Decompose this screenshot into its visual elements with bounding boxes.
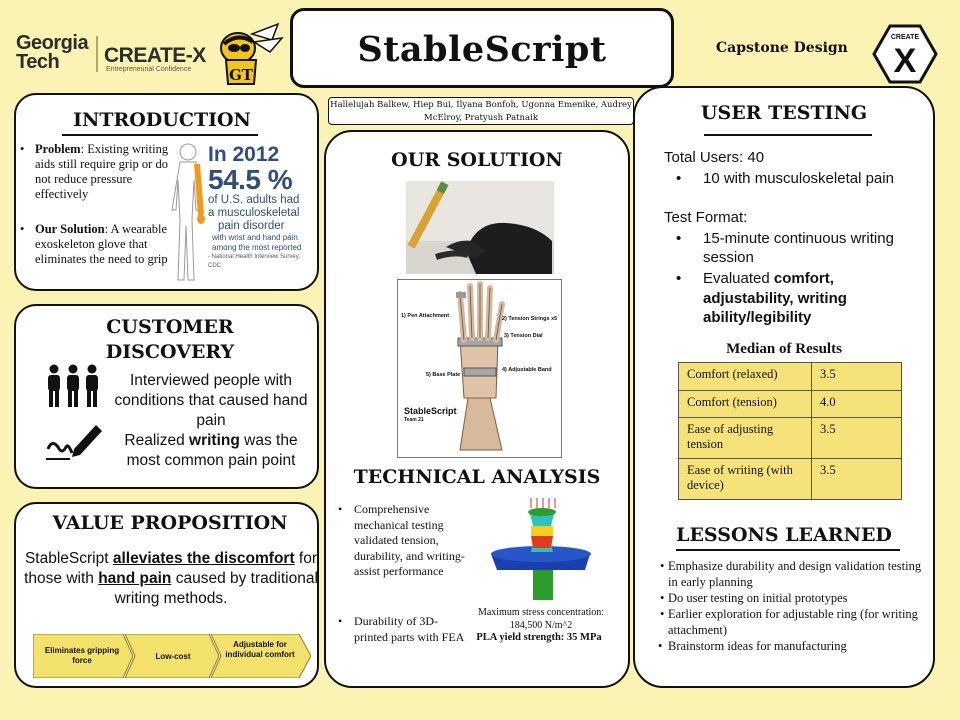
list-item: • Do user testing on initial prototypes	[660, 591, 848, 605]
diagram-label-3: 3) Tension Dial	[504, 333, 543, 339]
device-diagram	[397, 279, 562, 458]
gt-logo-line1: Georgia	[16, 32, 89, 54]
introduction-underline	[62, 134, 258, 136]
fea-simulation-image	[481, 496, 600, 602]
create-x-badge-icon	[872, 24, 938, 84]
value-text-5: caused by traditional writing methods.	[114, 570, 318, 607]
user-testing-heading: USER TESTING	[700, 102, 868, 124]
customer-text-2c: was the most common pain point	[126, 432, 298, 469]
result-value: 3.5	[812, 363, 902, 391]
customer-text-2a: Realized	[124, 432, 190, 449]
people-group-icon	[44, 364, 102, 408]
chevron-1-label: Eliminates gripping force	[44, 646, 120, 665]
list-item: • Earlier exploration for adjustable ring (for writing attachment)	[660, 607, 918, 637]
lessons-list	[660, 558, 930, 654]
table-row	[679, 418, 902, 459]
result-value: 3.5	[812, 418, 902, 459]
results-heading: Median of Results	[726, 341, 842, 357]
writing-pen-icon	[44, 419, 104, 463]
stat-line2: a musculoskeletal	[208, 207, 300, 219]
session-bullet: • 15-minute continuous writing session	[676, 229, 896, 267]
svg-text:GT: GT	[229, 66, 253, 84]
list-item: • Emphasize durability and design validation testing in early planning	[660, 559, 922, 589]
diagram-label-1: 1) Pen Attachment	[401, 313, 450, 319]
session-text: 15-minute continuous writing session	[703, 230, 894, 266]
customer-text-1: Interviewed people with conditions that caused hand pain	[114, 372, 308, 429]
value-text-3: for those with	[24, 550, 318, 587]
human-figure-icon	[166, 140, 206, 286]
customer-text-2	[108, 431, 314, 471]
total-users: Total Users: 40	[664, 149, 765, 166]
fea-caption-1: Maximum stress concentration: 184,500 N/m^2	[477, 607, 605, 631]
logo-divider	[96, 36, 98, 72]
create-x-logo: CREATE-X	[104, 44, 206, 67]
capstone-label: Capstone Design	[716, 40, 848, 56]
problem-text: : Existing writing aids still require grip or do not reduce pressure effectively	[35, 142, 169, 201]
stat-line1: of U.S. adults had	[208, 194, 300, 206]
value-text-2: alleviates the discomfort	[112, 550, 295, 567]
evaluated-pre: Evaluated	[703, 270, 774, 287]
gt-logo-line2: Tech	[16, 51, 60, 73]
technical-bullet-2-text: Durability of 3D-printed parts with FEA	[354, 614, 465, 644]
stat-year: In 2012	[208, 143, 280, 166]
diagram-label-5: 5) Base Plate	[426, 372, 461, 378]
solution-heading: OUR SOLUTION	[391, 149, 563, 171]
technical-bullet-2: • Durability of 3D-printed parts with FEA	[338, 614, 465, 644]
introduction-heading: INTRODUCTION	[73, 109, 251, 131]
technical-bullet-1-text: Comprehensive mechanical testing validated tension, durability, and writing-assist performance	[354, 502, 465, 578]
result-value: 4.0	[812, 391, 902, 418]
customer-heading-line2: DISCOVERY	[105, 341, 235, 363]
solution-bullet: • Our Solution: A wearable exoskeleton glove that eliminates the need to grip	[20, 222, 168, 266]
lesson-text: Emphasize durability and design validation testing in early planning	[668, 559, 922, 589]
fea-caption-2: PLA yield strength: 35 MPa	[476, 632, 602, 643]
result-label: Ease of adjusting tension	[679, 418, 812, 459]
georgia-tech-logo	[16, 34, 88, 72]
lessons-heading: LESSONS LEARNED	[676, 524, 892, 546]
diagram-label-4: 4) Adjustable Band	[502, 367, 552, 373]
result-label: Comfort (tension)	[679, 391, 812, 418]
lesson-text: Brainstorm ideas for manufacturing	[668, 639, 847, 653]
results-table	[678, 362, 902, 500]
evaluated-bold: comfort, adjustability, writing ability/legibility	[703, 270, 847, 326]
msk-text: 10 with musculoskeletal pain	[703, 170, 894, 187]
badge-letter: X	[893, 42, 917, 80]
value-text-4: hand pain	[98, 570, 172, 587]
problem-label: Problem	[35, 142, 81, 156]
result-label: Comfort (relaxed)	[679, 363, 812, 391]
list-item: • Brainstorm ideas for manufacturing	[658, 639, 847, 653]
stat-line5: among the most reported	[212, 243, 302, 252]
solution-label: Our Solution	[35, 222, 105, 236]
msk-bullet: • 10 with musculoskeletal pain	[676, 169, 896, 188]
lessons-underline	[676, 549, 900, 551]
buzz-mascot-icon	[208, 22, 286, 88]
result-label: Ease of writing (with device)	[679, 459, 812, 500]
customer-heading-line1: CUSTOMER	[106, 316, 234, 338]
table-row	[679, 363, 902, 391]
problem-bullet: • Problem: Existing writing aids still require grip or do not reduce pressure effectively	[20, 142, 169, 201]
evaluated-bullet: • Evaluated comfort, adjustability, writing ability/legibility	[676, 270, 847, 326]
customer-text-2b: writing	[189, 432, 240, 449]
technical-bullet-1: • Comprehensive mechanical testing validated tension, durability, and writing-assist performance	[338, 502, 465, 578]
chevron-3-label: Adjustable for individual comfort	[225, 640, 295, 659]
diagram-team: Team 21	[404, 417, 424, 423]
stat-block	[208, 144, 314, 271]
title-box	[290, 8, 674, 88]
value-text-1: StableScript	[24, 550, 113, 567]
value-text	[24, 549, 318, 609]
value-heading: VALUE PROPOSITION	[52, 512, 288, 534]
test-format: Test Format:	[664, 209, 748, 226]
glove-photo	[406, 181, 554, 274]
lesson-text: Earlier exploration for adjustable ring (for writing attachment)	[668, 607, 918, 637]
stat-line4: with wrist and hand pain	[212, 233, 298, 242]
result-value: 3.5	[812, 459, 902, 500]
create-x-tagline: Entrepreneurial Confidence	[106, 66, 192, 73]
table-row	[679, 459, 902, 500]
authors-box: Hallelujah Balkew, Hiep Bui, Ilyana Bonfoh, Ugonna Emenike, Audrey McElroy, Pratyush Patnaik	[328, 97, 634, 125]
lesson-text: Do user testing on initial prototypes	[668, 591, 848, 605]
user-testing-underline	[704, 134, 872, 136]
chevron-2-label: Low-cost	[155, 652, 191, 661]
solution-text: : A wearable exoskeleton glove that eliminates the need to grip	[35, 222, 168, 266]
technical-heading: TECHNICAL ANALYSIS	[353, 466, 601, 488]
diagram-title: StableScript	[404, 406, 457, 416]
diagram-label-2: 2) Tension Strings x5	[502, 316, 558, 322]
table-row	[679, 391, 902, 418]
badge-text: CREATE	[890, 34, 920, 41]
stat-percent: 54.5 %	[208, 164, 293, 195]
stat-line3: pain disorder	[218, 220, 285, 232]
poster-title: StableScript	[357, 29, 607, 70]
stat-source: - National Health Interview Survey, CDC	[208, 254, 300, 269]
